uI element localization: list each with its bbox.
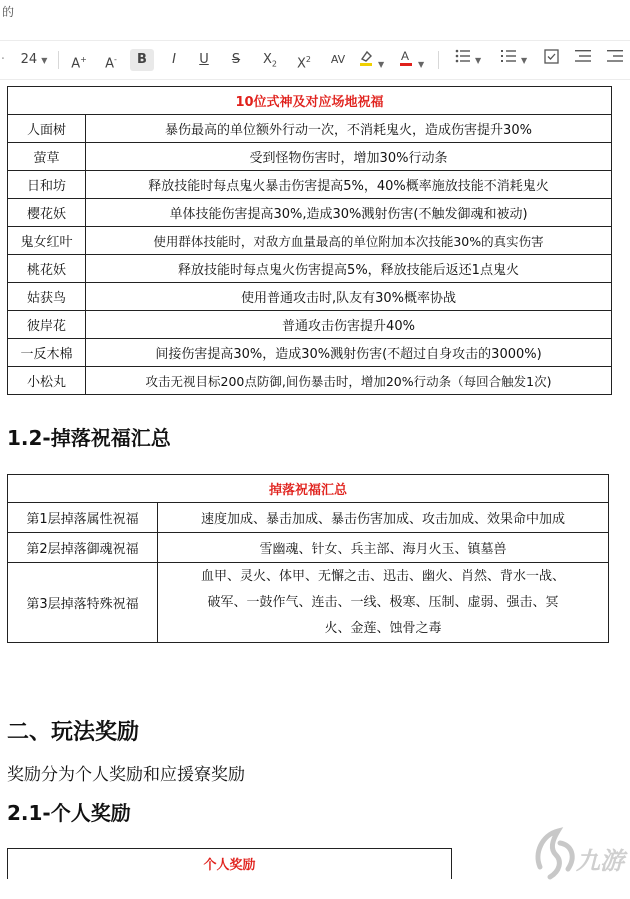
table-title: 10位式神及对应场地祝福 <box>8 87 612 115</box>
blessing-description: 使用群体技能时，对敌方血量最高的单位附加本次技能30%的真实伤害 <box>86 227 612 255</box>
shikigami-blessing-table <box>7 86 612 395</box>
shikigami-name: 姑获鸟 <box>8 283 86 311</box>
subscript-button[interactable] <box>258 49 282 71</box>
floor-label: 第3层掉落特殊祝福 <box>8 563 158 643</box>
table-row <box>8 339 612 367</box>
highlighter-icon <box>358 49 374 67</box>
blessing-description: 使用普通攻击时,队友有30%概率协战 <box>86 283 612 311</box>
blessing-description: 暴伤最高的单位额外行动一次，不消耗鬼火，造成伤害提升30% <box>86 115 612 143</box>
blessing-line: 血甲、灵火、体甲、无懈之击、迅击、幽火、肖然、背水一战、 <box>200 568 565 584</box>
table-title: 掉落祝福汇总 <box>8 475 609 503</box>
bold-button[interactable] <box>130 49 154 71</box>
shikigami-name: 彼岸花 <box>8 311 86 339</box>
italic-button[interactable] <box>164 49 184 71</box>
logo-icon <box>532 823 580 881</box>
top-text-fragment <box>0 0 630 28</box>
table-title: 个人奖励 <box>8 849 452 879</box>
blessing-line: 火、金莲、蚀骨之毒 <box>324 620 442 636</box>
font-size-select[interactable] <box>14 49 54 71</box>
table-row <box>8 143 612 171</box>
strikethrough-button[interactable] <box>226 49 246 71</box>
toolbar-left-edge: · <box>0 52 6 67</box>
numbered-list-button[interactable] <box>496 49 532 71</box>
table-row <box>8 367 612 395</box>
increase-font-button[interactable]: A+ <box>71 55 87 72</box>
shikigami-name: 桃花妖 <box>8 255 86 283</box>
toolbar-separator <box>438 51 439 69</box>
shikigami-name: 鬼女红叶 <box>8 227 86 255</box>
blessing-description: 普通攻击伤害提升40% <box>86 311 612 339</box>
fragment-text: 的 <box>2 5 15 19</box>
checkbox-icon <box>544 49 559 64</box>
table-row <box>8 115 612 143</box>
table-row <box>8 255 612 283</box>
personal-reward-table <box>7 848 452 879</box>
bullet-list-icon <box>455 49 471 63</box>
floor-label: 第1层掉落属性祝福 <box>8 503 158 533</box>
shikigami-name: 小松丸 <box>8 367 86 395</box>
shikigami-name: 人面树 <box>8 115 86 143</box>
decrease-font-button[interactable]: A- <box>105 55 117 72</box>
table-row <box>8 503 609 533</box>
heading-1-2: 1.2-掉落祝福汇总 <box>7 426 171 450</box>
bold-icon: B <box>137 52 147 67</box>
subscript-mark: 2 <box>271 59 277 69</box>
chevron-down-icon: ▼ <box>520 56 528 65</box>
decrease-font-icon: A <box>105 56 114 72</box>
increase-font-icon: A <box>71 56 81 72</box>
shikigami-name: 日和坊 <box>8 171 86 199</box>
table-row <box>8 563 609 643</box>
chevron-down-icon: ▼ <box>474 56 482 65</box>
table-row <box>8 533 609 563</box>
chevron-down-icon: ▼ <box>41 56 48 65</box>
editor-toolbar <box>0 40 630 80</box>
table-row <box>8 283 612 311</box>
blessing-description: 攻击无视目标200点防御,间伤暴击时，增加20%行动条（每回合触发1次) <box>86 367 612 395</box>
strikethrough-icon: S <box>231 52 241 67</box>
table-row <box>8 199 612 227</box>
blessing-list: 速度加成、暴击加成、暴击伤害加成、攻击加成、效果命中加成 <box>158 503 609 533</box>
task-list-button[interactable] <box>540 49 562 71</box>
heading-2-1: 2.1-个人奖励 <box>7 801 131 825</box>
toolbar-separator <box>58 51 59 69</box>
floor-label: 第2层掉落御魂祝福 <box>8 533 158 563</box>
blessing-description: 释放技能时每点鬼火伤害提高5%，释放技能后返还1点鬼火 <box>86 255 612 283</box>
shikigami-name: 一反木棉 <box>8 339 86 367</box>
subscript-icon: X <box>263 52 272 67</box>
align-button[interactable] <box>572 49 594 71</box>
bullet-list-button[interactable] <box>450 49 486 71</box>
heading-2: 二、玩法奖励 <box>7 720 140 745</box>
font-size-value: 24 <box>20 52 38 67</box>
blessing-list <box>158 563 609 643</box>
underline-button[interactable] <box>194 49 214 71</box>
svg-text:A: A <box>400 49 409 63</box>
blessing-description: 单体技能伤害提高30%,造成30%溅射伤害(不触发御魂和被动) <box>86 199 612 227</box>
letter-spacing-icon: AV <box>330 53 346 66</box>
blessing-list: 雪幽魂、针女、兵主部、海月火玉、镇墓兽 <box>158 533 609 563</box>
table-row <box>8 171 612 199</box>
superscript-mark: 2 <box>305 55 311 64</box>
italic-icon: I <box>172 52 176 67</box>
watermark <box>532 821 624 891</box>
blessing-description: 间接伤害提高30%，造成30%溅射伤害(不超过自身攻击的3000%) <box>86 339 612 367</box>
blessing-description: 释放技能时每点鬼火暴击伤害提高5%，40%概率施放技能不消耗鬼火 <box>86 171 612 199</box>
table-row <box>8 311 612 339</box>
shikigami-name: 萤草 <box>8 143 86 171</box>
reward-intro-paragraph: 奖励分为个人奖励和应援寮奖励 <box>7 765 245 785</box>
indent-button[interactable] <box>604 49 626 71</box>
align-icon <box>575 49 591 63</box>
indent-icon <box>607 49 623 63</box>
table-row <box>8 227 612 255</box>
superscript-icon: X <box>297 56 306 72</box>
font-color-icon <box>398 49 414 67</box>
drop-blessing-table <box>7 474 609 643</box>
blessing-description: 受到怪物伤害时，增加30%行动条 <box>86 143 612 171</box>
watermark-text: 九游 <box>576 847 624 875</box>
highlight-color-button[interactable] <box>356 49 386 71</box>
numbered-list-icon <box>501 49 517 63</box>
underline-icon: U <box>199 52 209 67</box>
font-color-button[interactable] <box>396 49 426 71</box>
letter-spacing-button[interactable] <box>326 49 350 71</box>
shikigami-name: 樱花妖 <box>8 199 86 227</box>
chevron-down-icon: ▼ <box>377 60 385 69</box>
blessing-line: 破军、一鼓作气、连击、一线、极寒、压制、虚弱、强击、冥 <box>207 594 559 610</box>
superscript-button[interactable] <box>292 49 316 71</box>
chevron-down-icon: ▼ <box>417 60 425 69</box>
